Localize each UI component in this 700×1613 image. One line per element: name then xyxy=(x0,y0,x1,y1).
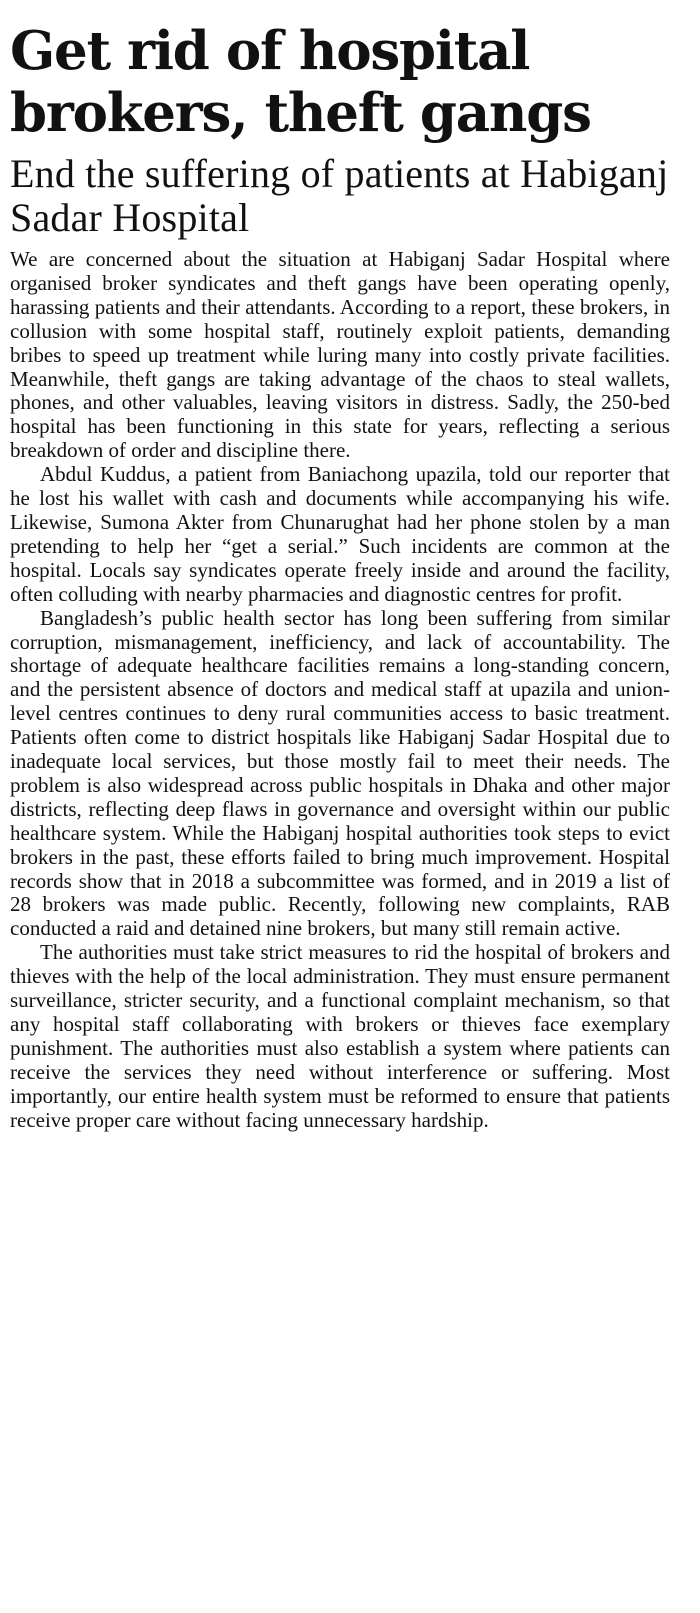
body-paragraph: Bangladesh’s public health sector has long been suffering from similar corruption, mismanagement, inefficiency, and lack of accountability. The shortage of adequate healthcare facilities remains a long-standing concern, and the persistent absence of doctors and medical staff at upazila and union-level centres continues to deny rural communities access to basic treatment. Patients often come to district hospitals like Habiganj Sadar Hospital due to inadequate local services, but those mostly fail to meet their needs. The problem is also widespread across public hospitals in Dhaka and other major districts, reflecting deep flaws in governance and oversight within our public healthcare system. While the Habiganj hospital authorities took steps to evict brokers in the past, these efforts failed to bring much improvement. Hospital records show that in 2018 a subcommittee was formed, and in 2019 a list of 28 brokers was made public. Recently, following new complaints, RAB conducted a raid and detained nine brokers, but many still remain active. xyxy=(10,605,670,941)
article-body xyxy=(10,248,670,1133)
body-paragraph: The authorities must take strict measures to rid the hospital of brokers and thieves with the help of the local administration. They must ensure permanent surveillance, stricter security, and a functional complaint mechanism, so that any hospital staff collaborating with brokers or thieves face exemplary punishment. The authorities must also establish a system where patients can receive the services they need without interference or suffering. Most importantly, our entire health system must be reformed to ensure that patients receive proper care without facing unnecessary hardship. xyxy=(10,940,670,1132)
body-paragraph: Abdul Kuddus, a patient from Baniachong upazila, told our reporter that he lost his wallet with cash and documents while accompanying his wife. Likewise, Sumona Akter from Chunarughat had her phone stolen by a man pretending to help her “get a serial.” Such incidents are common at the hospital. Locals say syndicates operate freely inside and around the facility, often colluding with nearby pharmacies and diagnostic centres for profit. xyxy=(10,462,670,606)
editorial-article xyxy=(10,20,670,1133)
headline: Get rid of hospital brokers, theft gangs xyxy=(10,20,591,144)
body-paragraph: We are concerned about the situation at Habiganj Sadar Hospital where organised broker syndicates and theft gangs have been operating openly, harassing patients and their attendants. According to a report, these brokers, in collusion with some hospital staff, routinely exploit patients, demanding bribes to speed up treatment while luring many into costly private facilities. Meanwhile, theft gangs are taking advantage of the chaos to steal wallets, phones, and other valuables, leaving visitors in distress. Sadly, the 250-bed hospital has been functioning in this state for years, reflecting a serious breakdown of order and discipline there. xyxy=(10,247,670,463)
subheadline: End the suffering of patients at Habiganj Sadar Hospital xyxy=(10,151,669,240)
